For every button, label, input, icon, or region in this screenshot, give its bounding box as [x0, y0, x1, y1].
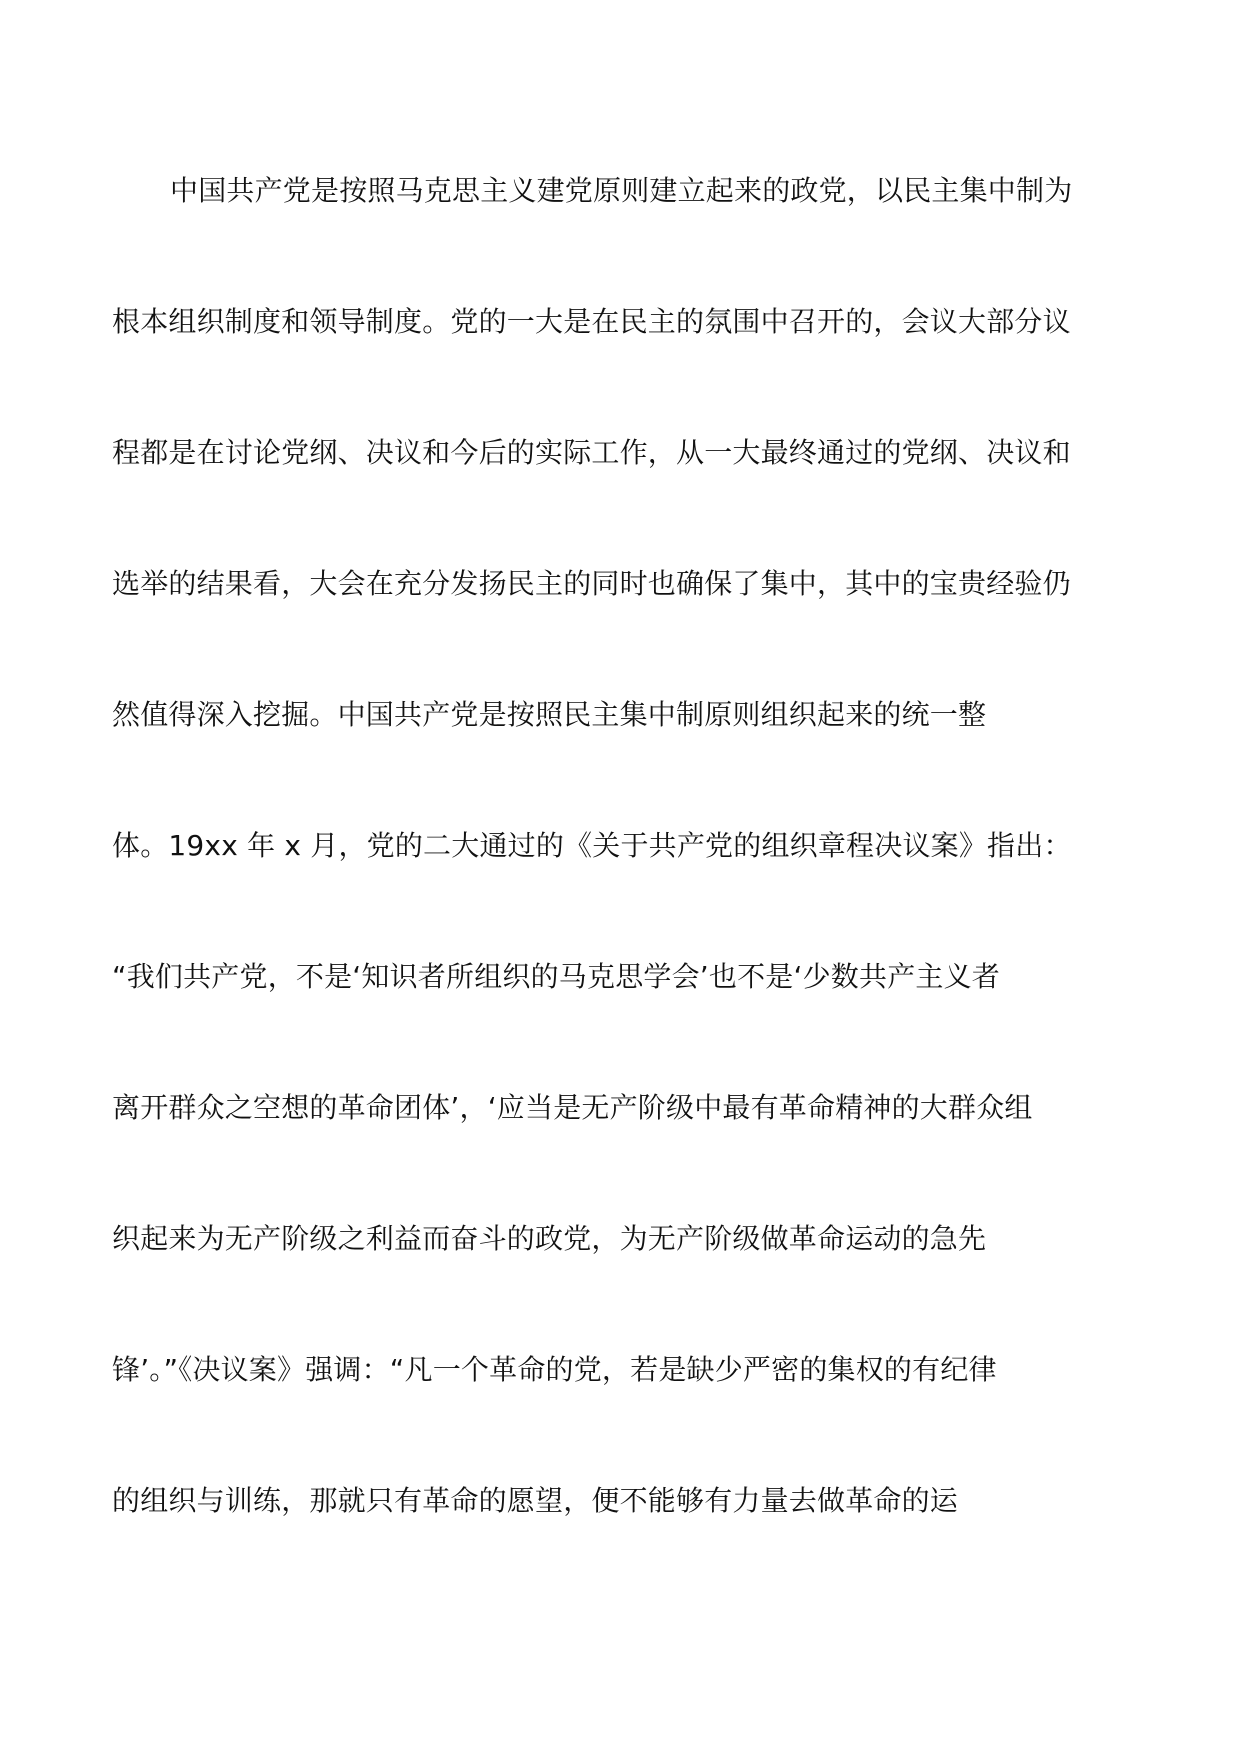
text-line: 的组织与训练，那就只有革命的愿望，便不能够有力量去做革命的运: [112, 1484, 959, 1517]
text-line: 根本组织制度和领导制度。党的一大是在民主的氛围中召开的，会议大部分议: [112, 305, 1071, 338]
text-line: 织起来为无产阶级之利益而奋斗的政党，为无产阶级做革命运动的急先: [112, 1222, 987, 1255]
text-line: 然值得深入挖掘。中国共产党是按照民主集中制原则组织起来的统一整: [112, 698, 987, 731]
text-line: 体。19xx 年 x 月，党的二大通过的《关于共产党的组织章程决议案》指出：: [112, 829, 1072, 862]
text-line: 锋’。”《决议案》强调：“凡一个革命的党，若是缺少严密的集权的有纪律: [112, 1353, 997, 1386]
body-text: [112, 166, 1112, 1607]
text-line: 选举的结果看，大会在充分发扬民主的同时也确保了集中，其中的宝贵经验仍: [112, 567, 1071, 600]
text-line: 中国共产党是按照马克思主义建党原则建立起来的政党，以民主集中制为: [170, 174, 1073, 207]
text-line: 程都是在讨论党纲、决议和今后的实际工作，从一大最终通过的党纲、决议和: [112, 436, 1071, 469]
text-line: 离开群众之空想的革命团体’，‘应当是无产阶级中最有革命精神的大群众组: [112, 1091, 1033, 1124]
text-line: “我们共产党，不是‘知识者所组织的马克思学会’也不是‘少数共产主义者: [112, 960, 1001, 993]
